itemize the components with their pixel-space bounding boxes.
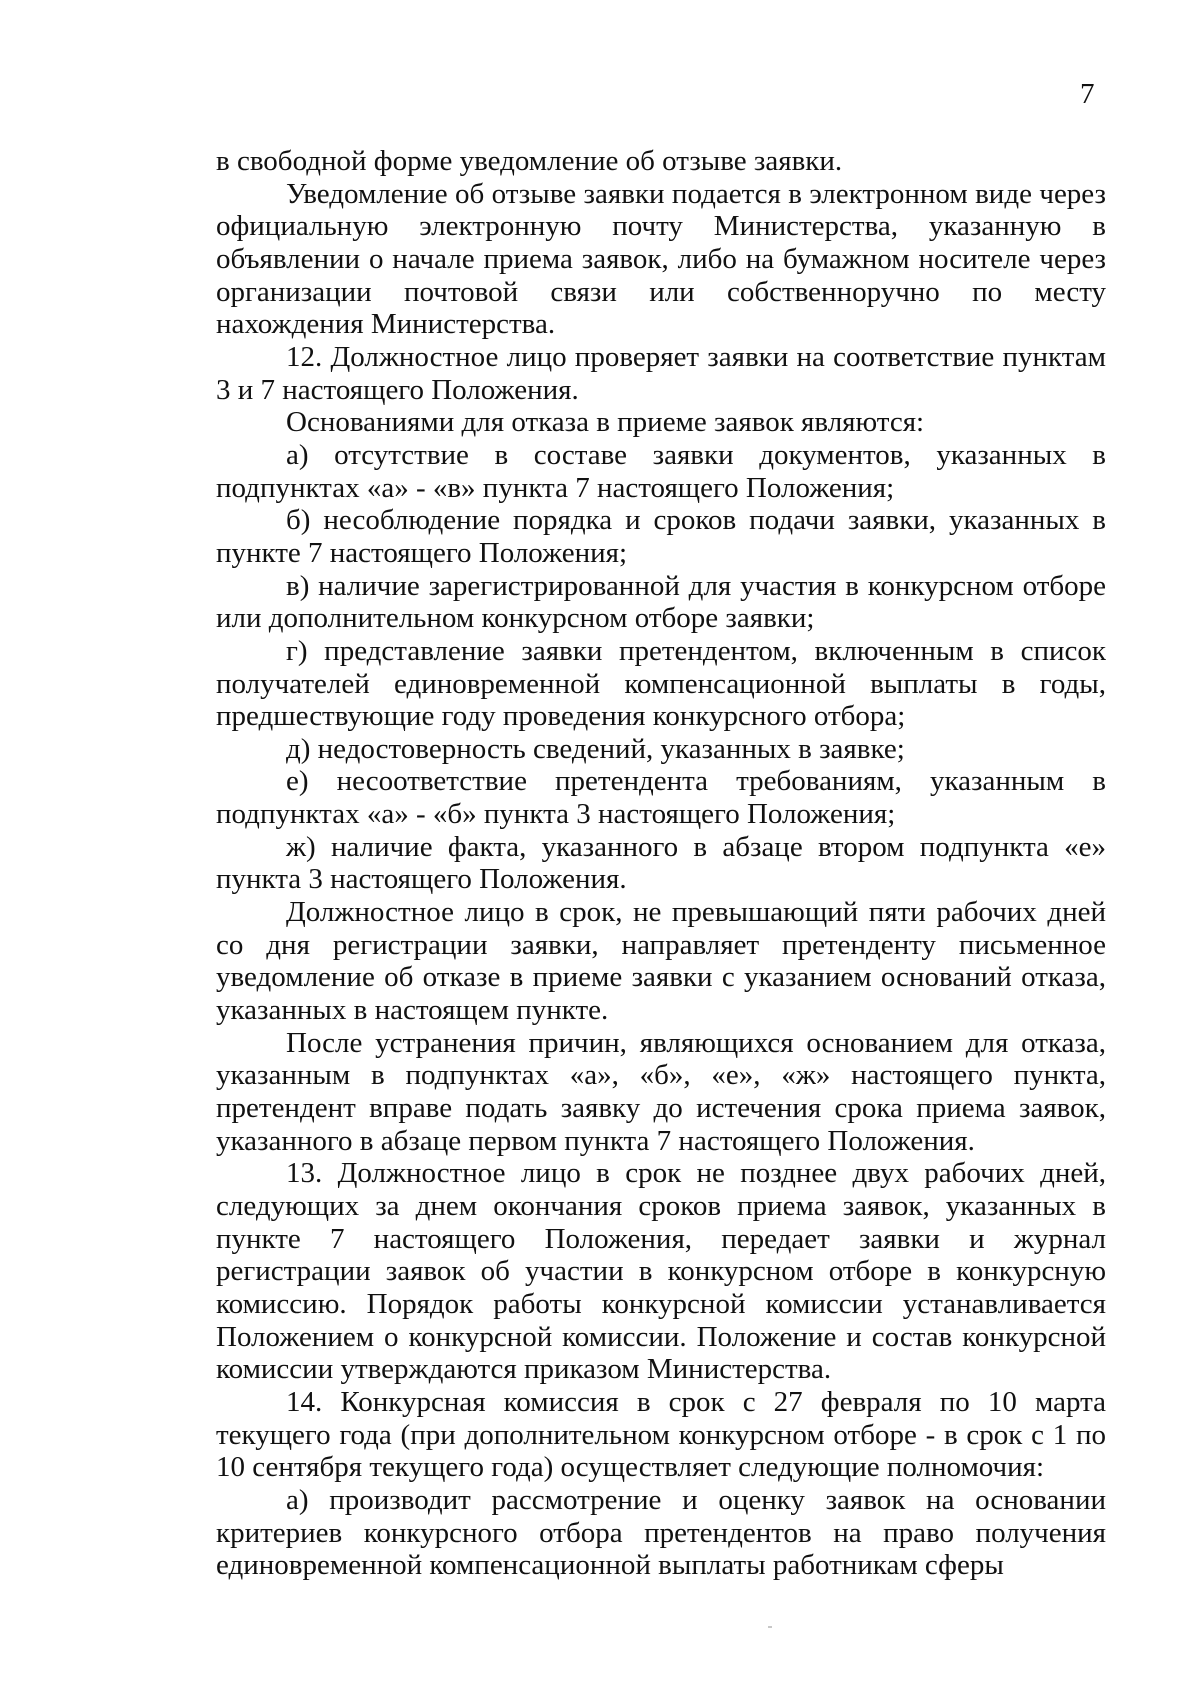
paragraph-item-14: 14. Конкурсная комиссия в срок с 27 февраля по 10 марта текущего года (при дополнительном конкурсном отборе - в срок с 1 по 10 сентября текущего года) осуществляет следующие полномочия: [216, 1385, 1106, 1484]
paragraph-withdrawal-notice: Уведомление об отзыве заявки подается в электронном виде через официальную электронную почту Министерства, указанную в объявлении о начале приема заявок, либо на бумажном носителе через организации почтовой связи или собственноручно по месту нахождения Министерства. [216, 177, 1106, 341]
scan-artifact [768, 1626, 772, 1628]
list-item-b: б) несоблюдение порядка и сроков подачи заявки, указанных в пункте 7 настоящего Положения; [216, 504, 1106, 569]
list-item-a: а) отсутствие в составе заявки документов, указанных в подпунктах «а» - «в» пункта 7 настоящего Положения; [216, 438, 1106, 504]
paragraph-refusal-notice: Должностное лицо в срок, не превышающий пяти рабочих дней со дня регистрации заявки, направляет претенденту письменное уведомление об отказе в приеме заявки с указанием оснований отказа, указанных в настоящем пункте. [216, 896, 1106, 1027]
paragraph-refusal-grounds-intro: Основаниями для отказа в приеме заявок являются: [286, 406, 925, 439]
list-item-d: д) недостоверность сведений, указанных в заявке; [286, 732, 905, 765]
page-number: 7 [1080, 78, 1095, 110]
paragraph-item-13: 13. Должностное лицо в срок не позднее двух рабочих дней, следующих за днем окончания сроков приема заявок, указанных в пункте 7 настоящего Положения, передает заявки и журнал регистрации заявок об участии в конкурсном отборе в конкурсную комиссию. Порядок работы конкурсной комиссии устанавливается Положением о конкурсной комиссии. Положение и состав конкурсной комиссии утверждаются приказом Министерства. [216, 1157, 1106, 1386]
paragraph-item-12: 12. Должностное лицо проверяет заявки на соответствие пунктам 3 и 7 настоящего Положения. [216, 340, 1106, 406]
paragraph-resubmission: После устранения причин, являющихся основанием для отказа, указанным в подпунктах «а», «б», «е», «ж» настоящего пункта, претендент вправе подать заявку до истечения срока приема заявок, указанного в абзаце первом пункта 7 настоящего Положения. [216, 1026, 1106, 1157]
document-body [216, 145, 1106, 1582]
list-item-v: в) наличие зарегистрированной для участия в конкурсном отборе или дополнительном конкурсном отборе заявки; [216, 569, 1106, 635]
paragraph-continuation: в свободной форме уведомление об отзыве заявки. [216, 145, 843, 177]
list-item-g: г) представление заявки претендентом, включенным в список получателей единовременной компенсационной выплаты в годы, предшествующие году проведения конкурсного отбора; [216, 634, 1106, 733]
list-item-zh: ж) наличие факта, указанного в абзаце втором подпункта «е» пункта 3 настоящего Положения. [216, 830, 1106, 896]
list-item-14-a: а) производит рассмотрение и оценку заявок на основании критериев конкурсного отбора претендентов на право получения единовременной компенсационной выплаты работникам сферы [216, 1483, 1106, 1582]
list-item-e: е) несоответствие претендента требованиям, указанным в подпунктах «а» - «б» пункта 3 настоящего Положения; [216, 765, 1106, 831]
